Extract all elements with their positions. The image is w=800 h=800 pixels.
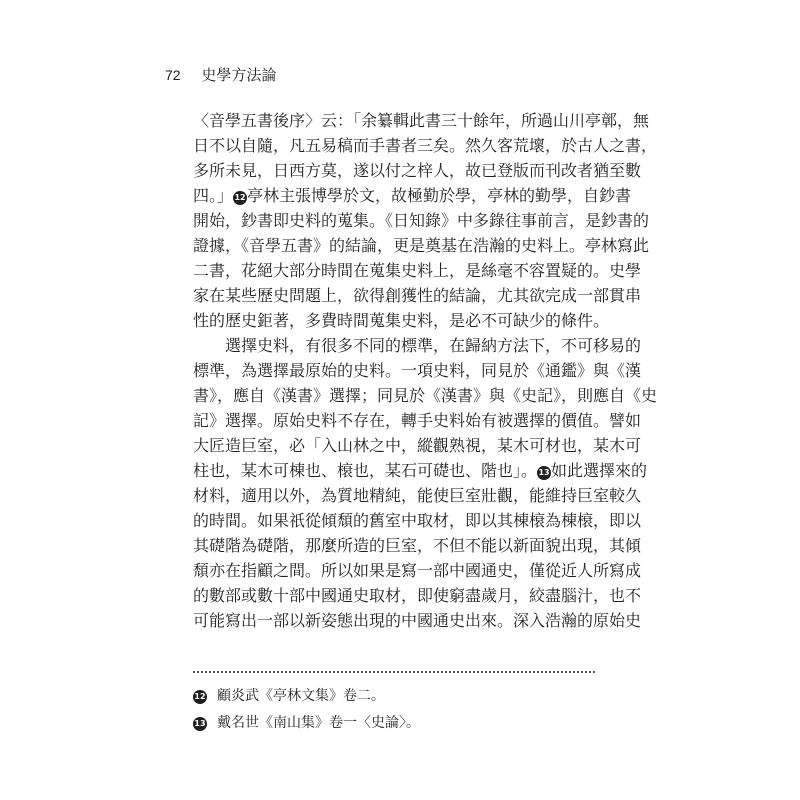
page-number: 72 — [165, 67, 181, 83]
text-line — [193, 233, 650, 258]
text-line — [193, 458, 648, 483]
text-line — [193, 408, 642, 433]
text-segment: 多所未見，日西方莫，遂以付之梓人，故已登版而刊改者猶至數 — [193, 161, 642, 180]
text-segment: 其礎階為礎階，那麼所造的巨室，不但不能以新面貌出現，其傾 — [193, 536, 642, 555]
text-segment: 書》，應自《漢書》選擇；同見於《漢書》與《史記》，則應自《史 — [193, 386, 658, 405]
text-line — [193, 108, 650, 133]
text-line — [193, 308, 610, 333]
footnote-marker: 12 — [193, 690, 207, 704]
body-text — [193, 108, 658, 633]
text-segment: 選擇史料，有很多不同的標準，在歸納方法下，不可移易的 — [193, 336, 642, 355]
text-line — [193, 158, 642, 183]
text-segment: 亭林主張博學於文，故極勤於學，亭林的勤學，自鈔書 — [247, 186, 632, 205]
text-line — [193, 558, 642, 583]
text-line — [193, 383, 658, 408]
text-line — [193, 508, 642, 533]
text-segment: 證據，《音學五書》的結論，更是奠基在浩瀚的史料上。亭林寫此 — [193, 236, 650, 255]
text-line — [193, 183, 632, 208]
text-line — [193, 433, 642, 458]
page-header — [165, 64, 276, 85]
text-line — [193, 333, 642, 358]
footnote-text: 戴名世《南山集》卷一〈史論〉。 — [217, 715, 420, 731]
text-segment: 二書，花絕大部分時間在蒐集史料上，是絲毫不容置疑的。史學 — [193, 261, 642, 280]
text-segment: 性的歷史鉅著，多費時間蒐集史料，是必不可缺少的條件。 — [193, 311, 610, 330]
text-line — [193, 208, 650, 233]
footnote-ref-marker: 13 — [537, 466, 551, 480]
footnote-text: 顧炎武《亭林文集》卷二。 — [217, 688, 385, 704]
text-segment: 大匠造巨室，必「入山林之中，縱觀熟視，某木可材也，某木可 — [193, 436, 642, 455]
text-segment: 材料，適用以外，為質地精純，能使巨室壯觀，能維持巨室較久 — [193, 486, 642, 505]
text-segment: 四。」 — [193, 186, 234, 205]
text-segment: 開始，鈔書即史料的蒐集。《日知錄》中多錄往事前言，是鈔書的 — [193, 211, 650, 230]
text-segment: 日不以自隨，凡五易稿而手書者三矣。然久客荒壞，於古人之書， — [193, 136, 658, 155]
text-line — [193, 608, 642, 633]
footnote-12 — [193, 685, 385, 705]
text-segment: 家在某些歷史問題上，欲得創獲性的結論，尤其欲完成一部貫串 — [193, 286, 642, 305]
footnote-marker: 13 — [193, 717, 207, 731]
text-line — [193, 483, 642, 508]
text-line — [193, 133, 658, 158]
footnote-ref-marker: 12 — [233, 191, 247, 205]
text-segment: 〈音學五書後序〉云：「余纂輯此書三十餘年，所過山川亭鄣，無 — [193, 111, 650, 130]
text-segment: 標準，為選擇最原始的史料。一項史料，同見於《通鑑》與《漢 — [193, 361, 642, 380]
text-segment: 可能寫出一部以新姿態出現的中國通史出來。深入浩瀚的原始史 — [193, 611, 642, 630]
text-line — [193, 358, 642, 383]
book-title: 史學方法論 — [201, 66, 277, 84]
text-line — [193, 583, 642, 608]
text-segment: 如此選擇來的 — [551, 461, 648, 480]
text-segment: 頹亦在指顧之間。所以如果是寫一部中國通史，僅從近人所寫成 — [193, 561, 642, 580]
text-segment: 的時間。如果祇從傾頹的舊室中取材，即以其棟榱為棟榱，即以 — [193, 511, 642, 530]
text-segment: 的數部或數十部中國通史取材，即使窮盡歲月，絞盡腦汁，也不 — [193, 586, 642, 605]
text-line — [193, 258, 642, 283]
footnote-divider — [193, 671, 595, 673]
text-segment: 柱也，某木可棟也、榱也，某石可礎也、階也」。 — [193, 461, 538, 480]
text-segment: 記》選擇。原始史料不存在，轉手史料始有被選擇的價值。譬如 — [193, 411, 642, 430]
text-line — [193, 283, 642, 308]
text-line — [193, 533, 642, 558]
footnote-13 — [193, 712, 420, 732]
